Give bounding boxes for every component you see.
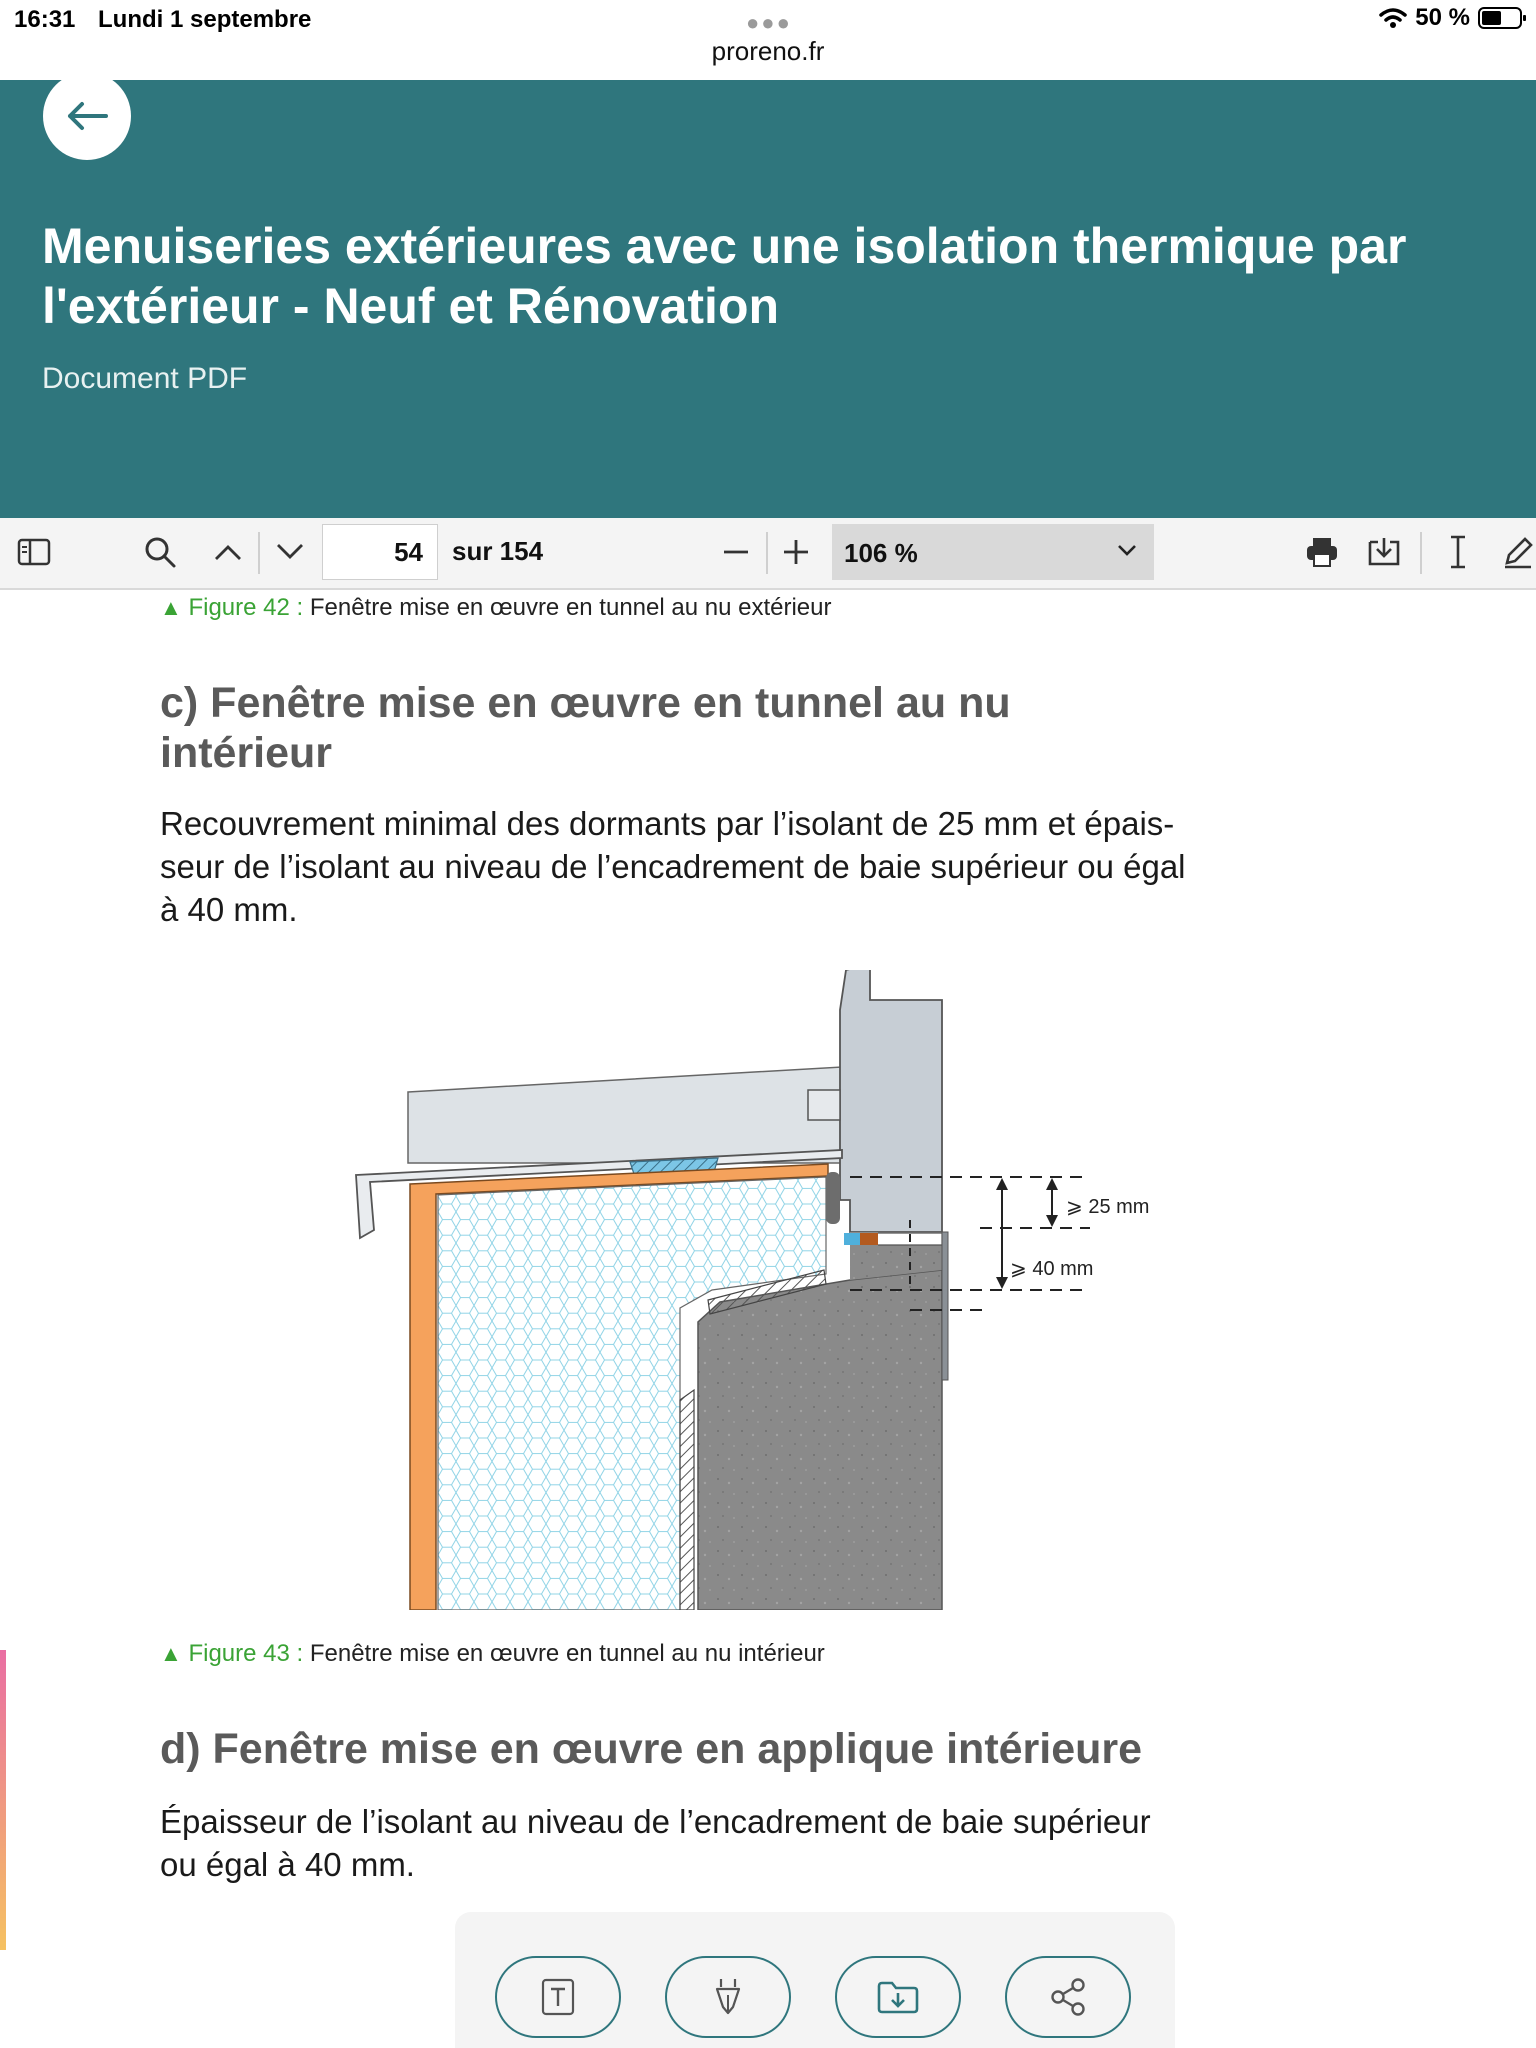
figure-42-label: Figure 42 : xyxy=(188,594,304,621)
back-button[interactable] xyxy=(43,80,131,160)
figure-42-caption xyxy=(160,594,831,622)
figure-43-caption xyxy=(160,1640,825,1668)
text-select-button[interactable] xyxy=(1440,530,1476,574)
share-icon xyxy=(1049,1977,1087,2017)
zoom-out-button[interactable] xyxy=(716,530,756,574)
text-recognition-icon xyxy=(541,1978,575,2016)
page-title-line1: Menuiseries extérieures avec une isolation thermique par xyxy=(42,218,1407,274)
figure-42-text: Fenêtre mise en œuvre en tunnel au nu extérieur xyxy=(303,594,832,621)
sign-button[interactable] xyxy=(665,1956,791,2038)
plus-icon xyxy=(781,537,811,567)
pen-nib-icon xyxy=(713,1977,743,2017)
section-c-line2: seur de l’isolant au niveau de l’encadrement de baie supérieur ou égal xyxy=(160,848,1186,885)
section-c-heading-line2: intérieur xyxy=(160,729,333,777)
section-c-line3: à 40 mm. xyxy=(160,891,298,928)
triangle-icon: ▲ xyxy=(160,595,182,620)
previous-page-button[interactable] xyxy=(208,530,248,574)
chevron-up-icon xyxy=(213,542,243,562)
section-d-paragraph xyxy=(160,1800,1151,1886)
next-page-button[interactable] xyxy=(270,530,310,574)
battery-percent: 50 % xyxy=(1415,4,1470,31)
page-total: sur 154 xyxy=(452,536,544,566)
dimension-40mm: ⩾ 40 mm xyxy=(1010,1258,1094,1280)
save-to-folder-button[interactable] xyxy=(835,1956,961,2038)
zoom-in-button[interactable] xyxy=(776,530,816,574)
dimension-25mm: ⩾ 25 mm xyxy=(1066,1196,1150,1218)
pdf-toolbar xyxy=(0,518,1536,590)
toolbar-divider xyxy=(766,532,768,574)
toolbar-divider xyxy=(258,532,260,574)
print-button[interactable] xyxy=(1302,530,1342,574)
folder-download-icon xyxy=(877,1980,919,2014)
page-title xyxy=(42,216,1536,336)
more-dots-icon[interactable]: ●●● xyxy=(746,10,792,35)
figure-43-drawing xyxy=(330,970,1190,1610)
download-button[interactable] xyxy=(1364,530,1404,574)
section-c-paragraph xyxy=(160,802,1186,931)
section-c-heading xyxy=(160,678,1011,778)
text-cursor-icon xyxy=(1447,534,1469,570)
status-right xyxy=(1379,4,1522,32)
document-header xyxy=(0,80,1536,518)
section-c-heading-line1: c) Fenêtre mise en œuvre en tunnel au nu xyxy=(160,679,1011,727)
triangle-icon: ▲ xyxy=(160,1641,182,1666)
chevron-down-icon xyxy=(1116,542,1138,558)
zoom-select[interactable] xyxy=(832,524,1154,580)
toolbar-divider xyxy=(1420,532,1422,574)
figure-43-label: Figure 43 : xyxy=(188,1640,304,1667)
pdf-page xyxy=(0,590,1536,2048)
figure-43-text: Fenêtre mise en œuvre en tunnel au nu intérieur xyxy=(303,1640,825,1667)
document-type: Document PDF xyxy=(42,362,248,395)
section-d-line1: Épaisseur de l’isolant au niveau de l’encadrement de baie supérieur xyxy=(160,1803,1151,1840)
section-c-line1: Recouvrement minimal des dormants par l’isolant de 25 mm et épais- xyxy=(160,805,1175,842)
search-button[interactable] xyxy=(140,530,180,574)
text-recognition-button[interactable] xyxy=(495,1956,621,2038)
section-d-line2: ou égal à 40 mm. xyxy=(160,1846,415,1883)
page-title-line2: l'extérieur - Neuf et Rénovation xyxy=(42,278,780,334)
sidebar-toggle-button[interactable] xyxy=(14,530,54,574)
status-bar xyxy=(0,0,1536,80)
section-d-heading: d) Fenêtre mise en œuvre en applique intérieure xyxy=(160,1725,1143,1773)
page-side-decoration xyxy=(0,1650,6,1950)
download-icon xyxy=(1366,536,1402,568)
page-number-input[interactable]: 54 xyxy=(322,524,438,580)
printer-icon xyxy=(1305,536,1339,568)
sidebar-icon xyxy=(17,538,51,566)
search-icon xyxy=(143,535,177,569)
wifi-icon xyxy=(1379,7,1407,29)
minus-icon xyxy=(721,537,751,567)
share-button[interactable] xyxy=(1005,1956,1131,2038)
url-label[interactable]: proreno.fr xyxy=(711,36,825,66)
pen-icon xyxy=(1501,535,1535,569)
draw-button[interactable] xyxy=(1500,530,1536,574)
zoom-value: 106 % xyxy=(844,538,918,568)
bottom-action-bar xyxy=(455,1912,1175,2048)
status-date: Lundi 1 septembre xyxy=(98,6,312,33)
chevron-down-icon xyxy=(275,542,305,562)
battery-icon xyxy=(1478,7,1522,29)
arrow-left-icon xyxy=(64,100,110,132)
status-time: 16:31 xyxy=(14,6,76,33)
